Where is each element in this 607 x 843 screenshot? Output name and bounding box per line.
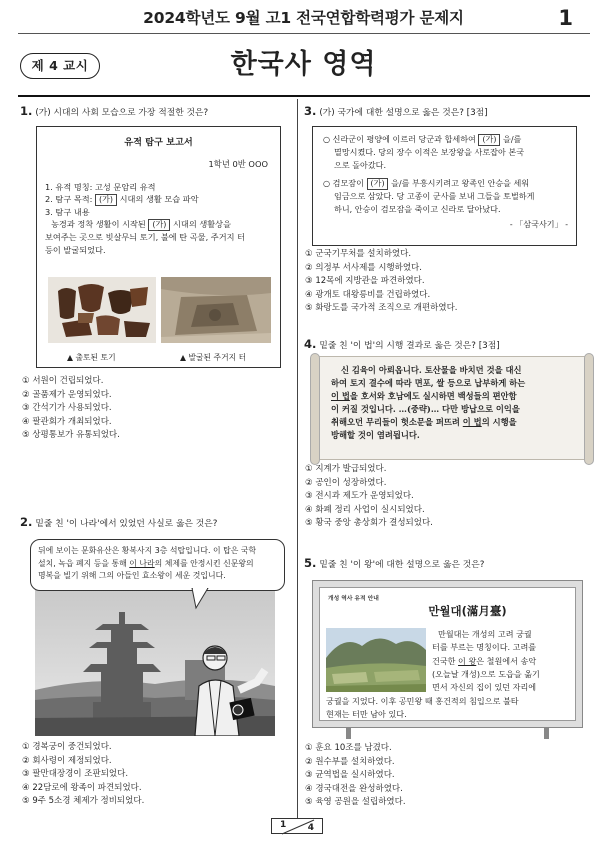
q4-option-3[interactable]: ③ 전시과 제도가 운영되었다. [305,491,414,502]
q5-text-line5: 면서 자신의 집이 있던 자리에 [432,682,537,693]
q5-number: 5. [304,556,317,570]
page-current: 1 [280,820,287,830]
pottery-image [48,277,156,343]
q2-option-3[interactable]: ③ 팔만대장경이 조판되었다. [22,769,129,780]
q1-report-box [36,126,281,368]
q1-option-2[interactable]: ② 골품제가 운영되었다. [22,389,112,400]
q2-option-1[interactable]: ① 경복궁이 중건되었다. [22,742,112,752]
q5-signboard [312,580,583,728]
q4-scroll [312,356,592,460]
q1-report-title: 유적 탐구 보고서 [124,137,193,148]
sign-post-left [346,728,351,739]
q3-blank1: (가) [478,134,500,146]
q4-prompt [304,337,500,353]
q5-option-4[interactable]: ④ 경국대전을 완성하였다. [305,783,403,794]
q1-caption-pottery: ▲ 출토된 토기 [67,353,116,362]
q4-options [305,463,433,531]
q3-options [305,248,458,316]
q5-text-line6: 궁궐을 지었다. 이후 공민왕 때 홍건적의 침입으로 불타 [326,696,519,706]
q4-line3: 이 법을 호서와 호남에도 실시하면 백성들의 편안함 [331,391,517,401]
pagoda-photo [35,590,275,736]
q1-blank2: (가) [148,219,170,231]
q5-text-line1: 만월대는 개성의 고려 궁궐 [438,629,532,639]
q1-prompt [20,104,208,120]
q3-option-1[interactable]: ① 군국기무처를 설치하였다. [305,249,412,259]
q3-option-2[interactable]: ② 의정부 서사제를 시행하였다. [305,262,422,273]
page-number: 1 [558,6,573,30]
title-rule [18,95,590,97]
q1-content2: 보여주는 곳으로 빗살무늬 토기, 불에 탄 곡물, 주거지 터 [45,232,246,243]
q5-option-2[interactable]: ② 원수부를 설치하였다. [305,756,395,767]
q2-underline-nation: 이 나라 [129,558,155,568]
q1-author: 1학년 0반 OOO [208,159,268,170]
q4-line5: 취해오던 무리들이 헛소문을 퍼뜨려 이 법의 시행을 [331,417,517,427]
q2-text: 밑줄 친 '이 나라'에서 있었던 사실로 옳은 것은? [35,519,218,529]
q1-option-5[interactable]: ⑤ 상평통보가 유통되었다. [22,430,120,441]
q5-sign-small-title: 개성 역사 유적 안내 [328,596,379,602]
q3-option-5[interactable]: ⑤ 화랑도를 국가적 조직으로 개편하였다. [305,303,458,314]
session-badge: 제 4 교시 [20,53,100,79]
page-total: 4 [307,823,314,833]
q1-option-1[interactable]: ① 서원이 건립되었다. [22,376,104,386]
q5-sign-title: 만월대(滿月臺) [428,604,507,618]
q1-caption-site: ▲ 발굴된 주거지 터 [180,353,247,362]
q5-text-line7: 현재는 터만 남아 있다. [326,709,407,720]
q5-text-line3: 건국한 이 왕은 철원에서 송악 [432,655,537,666]
q2-speech-bubble [30,539,285,591]
q2-option-4[interactable]: ④ 22담로에 왕족이 파견되었다. [22,782,142,793]
page-indicator [271,818,323,834]
q4-line4: 이 커질 것입니다. …(중략)… 다만 방납으로 이익을 [331,404,520,414]
q5-underline-king: 이 왕 [458,655,477,666]
q3-para1: ○ 신라군이 평양에 이르러 당군과 합세하여 (가) 을/를 멸망시켰다. 당의 장수 이적은 보장왕을 사로잡아 본국 으로 돌아갔다. [323,134,525,170]
q2-bubble-line1: 뒤에 보이는 문화유산은 황복사지 3층 석탑입니다. 이 탑은 국학 [38,546,257,555]
q2-option-5[interactable]: ⑤ 9주 5소경 체제가 정비되었다. [22,796,145,807]
q1-line1: 1. 유적 명칭: 고성 문암리 유적 [45,181,156,192]
q1-line3: 3. 탐구 내용 [45,207,90,218]
q1-blank: (가) [95,194,117,206]
column-divider [297,99,298,819]
q2-prompt [20,515,217,531]
q3-prompt [304,104,488,120]
q3-number: 3. [304,104,317,118]
q5-text: 밑줄 친 '이 왕'에 대한 설명으로 옳은 것은? [319,560,485,570]
scroll-left-roll [310,353,320,465]
q2-bubble-line3: 명복을 빌기 위해 그의 아들인 효소왕이 세운 것입니다. [38,571,226,580]
q3-option-4[interactable]: ④ 광개토 대왕릉비를 건립하였다. [305,289,431,300]
q1-option-3[interactable]: ③ 간석기가 사용되었다. [22,403,112,414]
q1-text: (가) 시대의 사회 모습으로 가장 적절한 것은? [35,108,209,118]
speech-tail [190,588,210,610]
q1-options [22,375,120,443]
q4-line2: 하여 토지 결수에 따라 면포, 쌀 등으로 납부하게 하는 [331,378,526,388]
q1-option-4[interactable]: ④ 팔관회가 개최되었다. [22,416,112,427]
q4-line1: 신 김육이 아뢰옵니다. 토산물을 바치던 것을 대신 [341,365,522,375]
sign-post-right [544,728,549,739]
q4-option-1[interactable]: ① 지계가 발급되었다. [305,464,387,474]
q5-option-5[interactable]: ⑤ 육영 공원을 설립하였다. [305,797,406,808]
q4-number: 4. [304,337,317,351]
q4-line6: 방해할 것이 염려됩니다. [331,430,420,440]
q5-option-3[interactable]: ③ 균역법을 실시하였다. [305,770,395,781]
q5-text-line4: (오늘날 개성)으로 도읍을 옮기 [432,668,540,679]
subject-title: 한국사 영역 [230,49,377,80]
q1-content3: 등이 발굴되었다. [45,244,106,255]
q5-text-line2: 터를 부르는 명칭이다. 고려를 [432,642,537,653]
q1-line2: 2. 탐구 목적: (가) 시대의 생활 모습 파악 [45,194,199,205]
q3-source: - 「삼국사기」 - [509,219,568,229]
q1-content1: 농경과 정착 생활이 시작된 (가) 시대의 생활상을 [51,219,231,230]
q3-para2: ○ 검모잠이 (가) 을/를 부흥시키려고 왕족인 안승을 세워 임금으로 삼았다. 당 고종이 군사를 보내 그들을 토벌하게 하니, 안승이 검모잠을 죽이고 신라로 달아났다. [323,178,535,214]
q5-options [305,742,406,810]
q3-source-box [312,126,577,246]
q2-option-2[interactable]: ② 회사령이 제정되었다. [22,755,112,766]
header-rule [18,33,590,34]
q3-blank2: (가) [367,178,389,190]
q5-option-1[interactable]: ① 훈요 10조를 남겼다. [305,743,392,753]
q5-prompt [304,556,484,572]
dwelling-site-image [161,277,271,343]
q2-number: 2. [20,515,33,529]
q1-number: 1. [20,104,33,118]
exam-title: 2024학년도 9월 고1 전국연합학력평가 문제지 [143,9,464,27]
manwoldae-photo [326,628,426,692]
q4-option-5[interactable]: ⑤ 황국 중앙 총상회가 결성되었다. [305,518,433,529]
q4-option-4[interactable]: ④ 화폐 정리 사업이 실시되었다. [305,504,425,515]
q3-text: (가) 국가에 대한 설명으로 옳은 것은? [3점] [319,108,488,118]
q2-bubble-line2: 설치, 녹읍 폐지 등을 통해 이 나라의 체제를 안정시킨 신문왕의 [38,558,254,568]
q4-option-2[interactable]: ② 공인이 성장하였다. [305,477,387,488]
q4-underline-law2: 이 법 [462,417,482,427]
q3-option-3[interactable]: ③ 12목에 지방관을 파견하였다. [305,276,425,287]
scroll-right-roll [584,353,594,465]
q4-text: 밑줄 친 '이 법'의 시행 결과로 옳은 것은? [3점] [319,341,500,351]
q2-options [22,741,144,809]
q4-underline-law1: 이 법 [331,391,350,401]
